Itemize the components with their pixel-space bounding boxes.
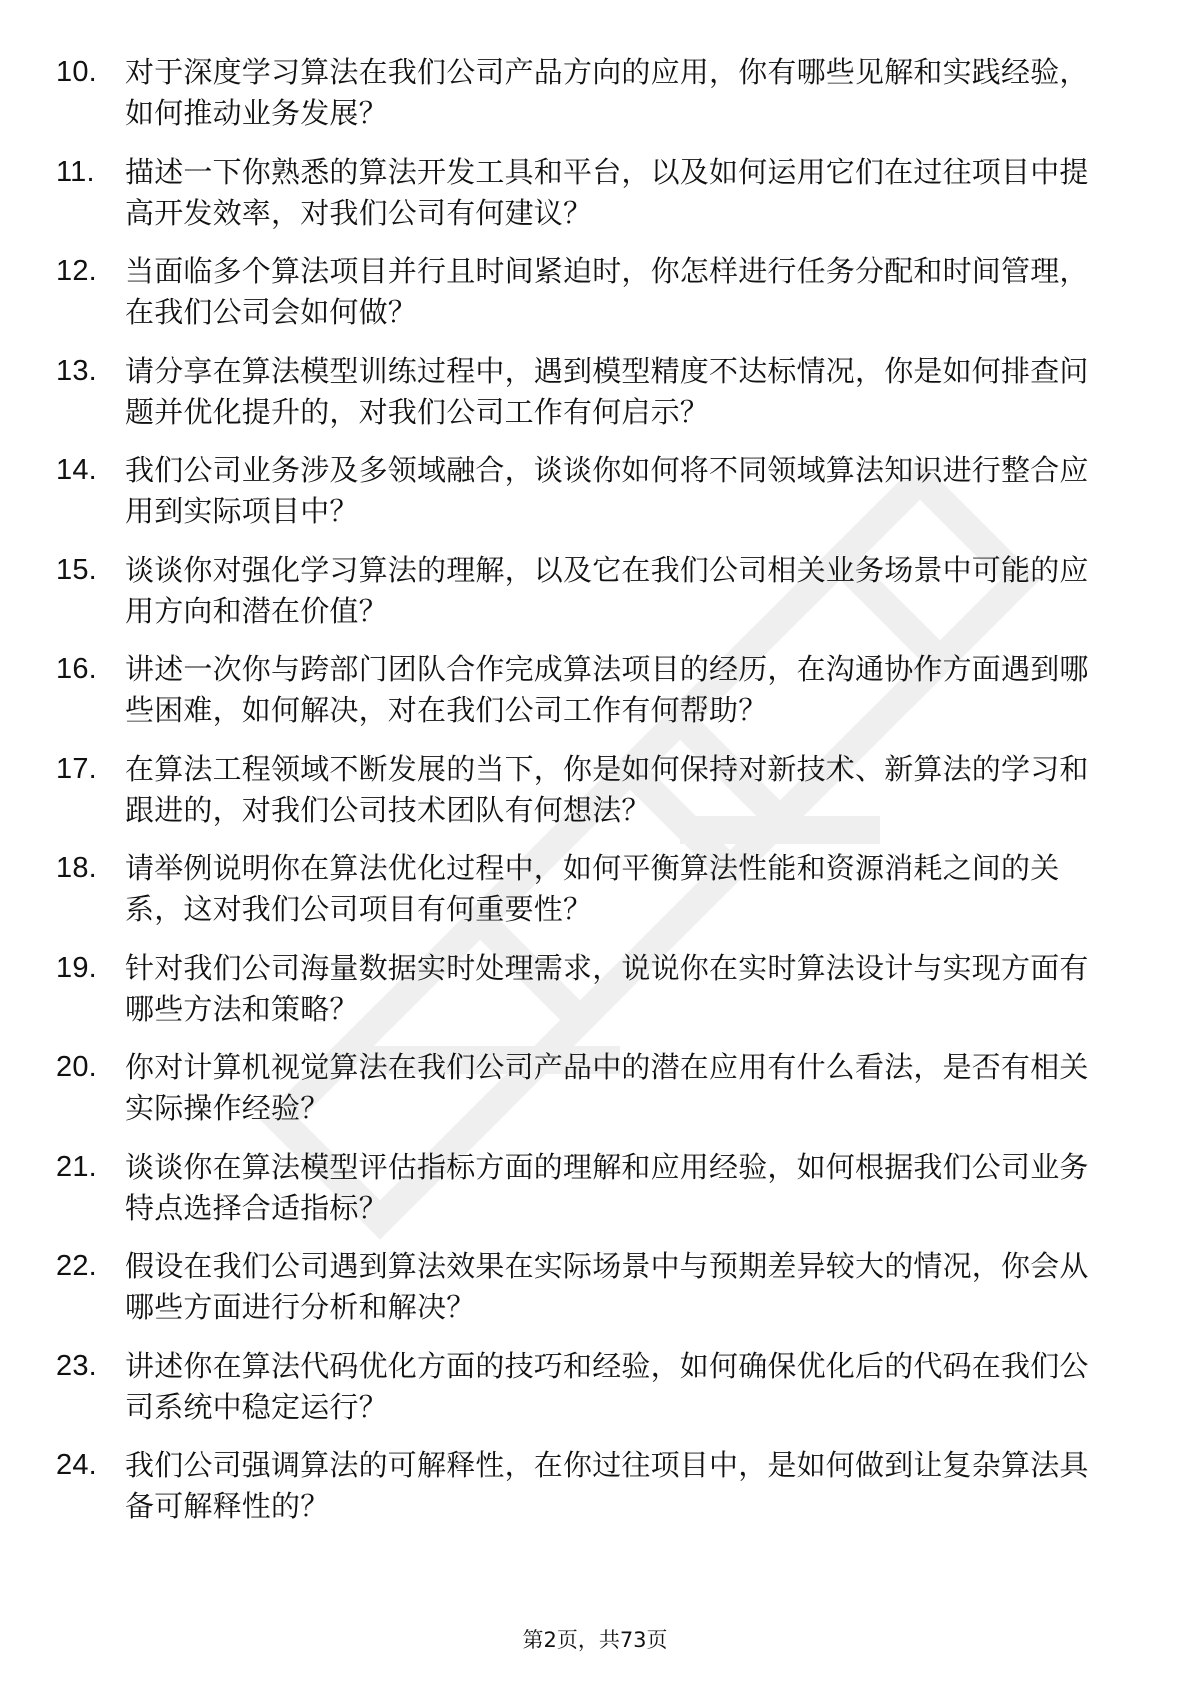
question-number: 22.: [56, 1250, 97, 1282]
question-number: 24.: [56, 1449, 97, 1481]
question-item: [56, 351, 1116, 433]
question-item: [56, 649, 1116, 731]
question-item: [56, 152, 1116, 234]
question-number: 12.: [56, 255, 97, 287]
question-text: 针对我们公司海量数据实时处理需求，说说你在实时算法设计与实现方面有哪些方法和策略？: [125, 950, 1089, 1026]
question-text: 讲述一次你与跨部门团队合作完成算法项目的经历，在沟通协作方面遇到哪些困难，如何解决，对在我们公司工作有何帮助？: [125, 652, 1089, 727]
question-number: 11.: [56, 155, 95, 188]
question-item: [56, 1147, 1116, 1229]
question-item: [56, 550, 1116, 632]
question-text: 假设在我们公司遇到算法效果在实际场景中与预期差异较大的情况，你会从哪些方面进行分析和解决？: [125, 1249, 1089, 1324]
question-list: [56, 52, 1116, 1545]
question-number: 13.: [56, 354, 97, 387]
question-text: 当面临多个算法项目并行且时间紧迫时，你怎样进行任务分配和时间管理，在我们公司会如何做？: [125, 254, 1089, 329]
question-text: 我们公司强调算法的可解释性，在你过往项目中，是如何做到让复杂算法具备可解释性的？: [125, 1448, 1089, 1523]
question-text: 请分享在算法模型训练过程中，遇到模型精度不达标情况，你是如何排查问题并优化提升的，对我们公司工作有何启示？: [125, 353, 1089, 429]
question-text: 请举例说明你在算法优化过程中，如何平衡算法性能和资源消耗之间的关系，这对我们公司项目有何重要性？: [125, 851, 1060, 926]
question-item: [56, 749, 1116, 831]
question-number: 10.: [56, 56, 97, 88]
question-text: 对于深度学习算法在我们公司产品方向的应用，你有哪些见解和实践经验，如何推动业务发展？: [125, 55, 1089, 130]
question-number: 15.: [56, 553, 97, 586]
question-item: [56, 948, 1116, 1030]
question-number: 18.: [56, 852, 97, 884]
question-text: 描述一下你熟悉的算法开发工具和平台，以及如何运用它们在过往项目中提高开发效率，对我们公司有何建议？: [125, 154, 1089, 230]
question-item: [56, 251, 1116, 333]
question-item: [56, 1047, 1116, 1129]
question-number: 23.: [56, 1349, 97, 1382]
question-text: 讲述你在算法代码优化方面的技巧和经验，如何确保优化后的代码在我们公司系统中稳定运行？: [125, 1348, 1089, 1424]
question-item: [56, 1246, 1116, 1328]
question-number: 19.: [56, 951, 97, 984]
question-item: [56, 52, 1116, 134]
question-number: 17.: [56, 752, 97, 785]
question-text: 你对计算机视觉算法在我们公司产品中的潜在应用有什么看法，是否有相关实际操作经验？: [125, 1050, 1089, 1125]
question-number: 20.: [56, 1051, 97, 1083]
question-number: 14.: [56, 454, 97, 486]
question-text: 我们公司业务涉及多领域融合，谈谈你如何将不同领域算法知识进行整合应用到实际项目中？: [125, 453, 1089, 528]
question-text: 谈谈你在算法模型评估指标方面的理解和应用经验，如何根据我们公司业务特点选择合适指标？: [125, 1149, 1089, 1225]
question-item: [56, 848, 1116, 930]
question-number: 16.: [56, 653, 97, 685]
question-text: 在算法工程领域不断发展的当下，你是如何保持对新技术、新算法的学习和跟进的，对我们公司技术团队有何想法？: [125, 751, 1089, 827]
question-item: [56, 450, 1116, 532]
question-item: [56, 1346, 1116, 1428]
question-item: [56, 1445, 1116, 1527]
question-number: 21.: [56, 1150, 97, 1183]
question-text: 谈谈你对强化学习算法的理解，以及它在我们公司相关业务场景中可能的应用方向和潜在价值？: [125, 552, 1089, 628]
page-footer: 第2页，共73页: [522, 1628, 668, 1652]
